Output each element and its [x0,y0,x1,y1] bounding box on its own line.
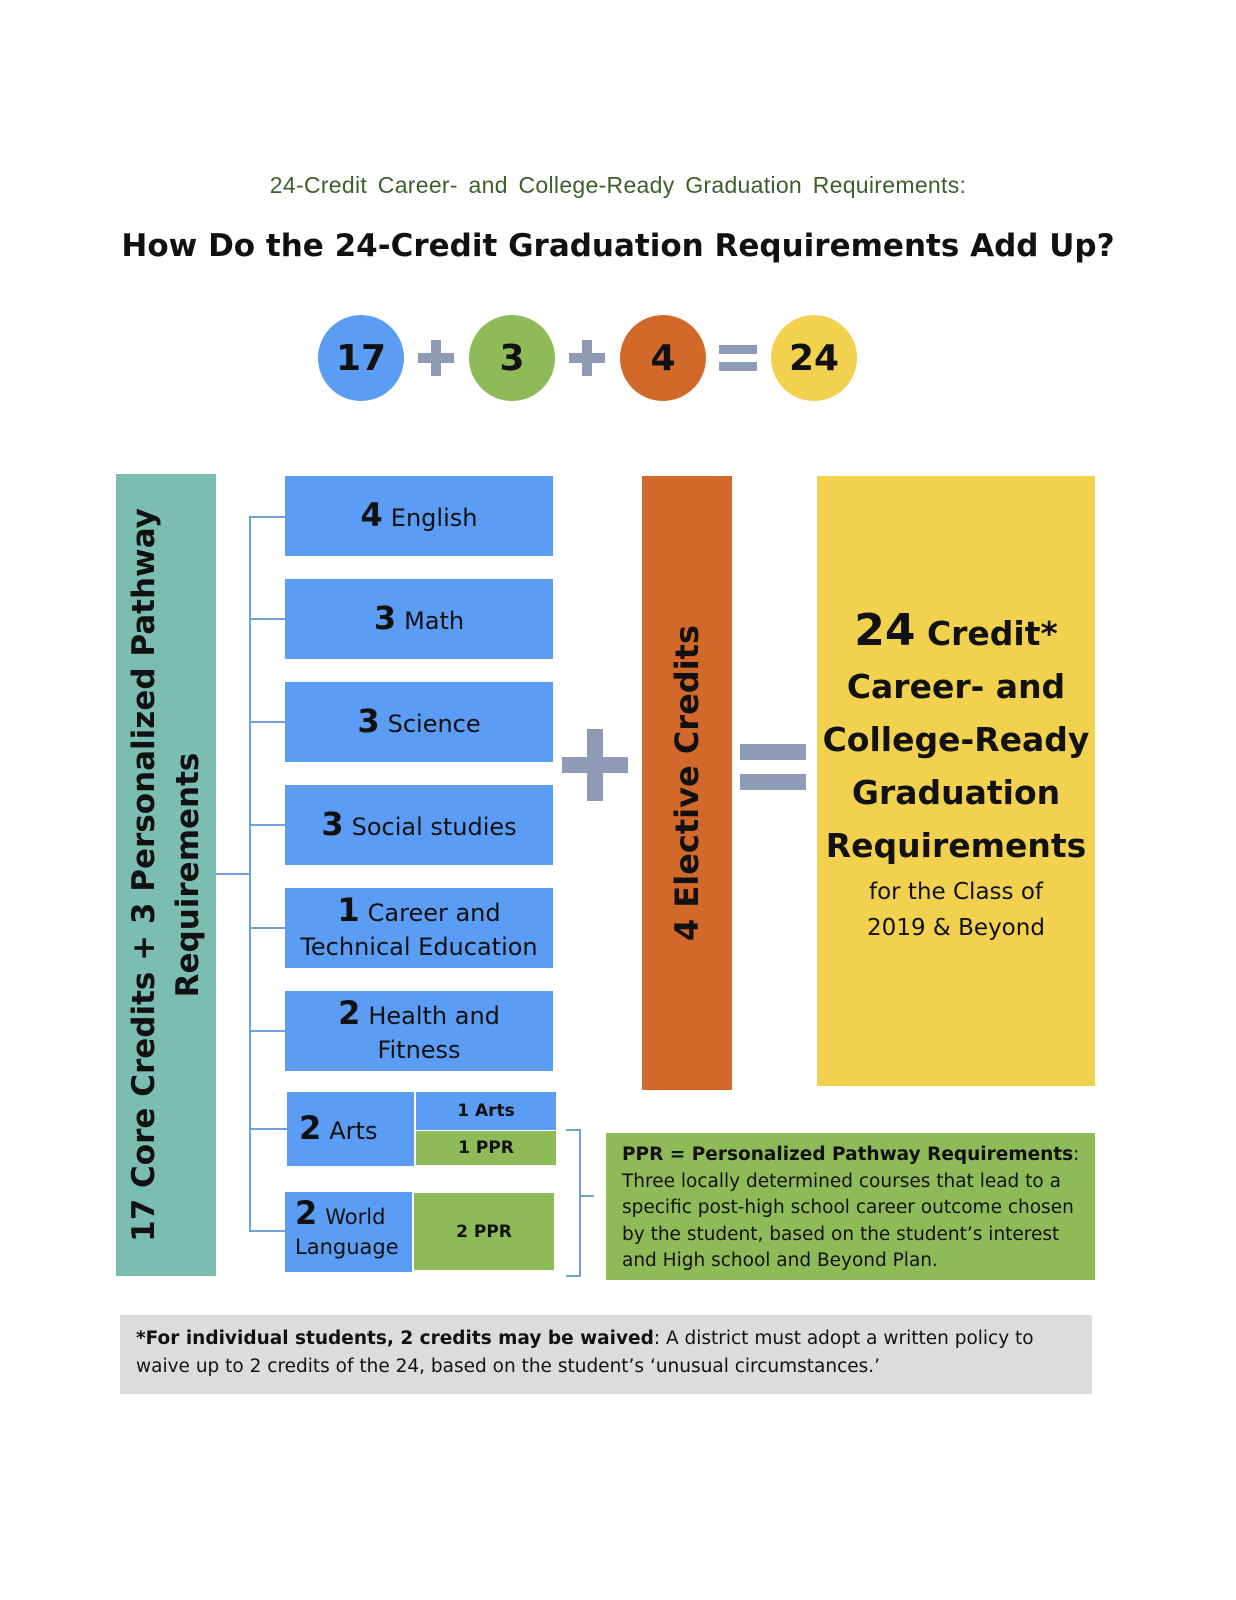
core-credits-label: 17 Core Credits + 3 Personalized Pathway Requirements [126,508,206,1242]
equals-icon [740,744,806,760]
equals-icon [740,774,806,790]
equation-term-total: 24 [771,315,857,401]
credit-count: 2 [299,1108,322,1147]
subject-name: Social studies [351,812,517,841]
bracket-tick [249,618,285,620]
subject-name: Math [404,606,465,635]
waiver-term: *For individual students, 2 credits may be waived [136,1328,654,1349]
core-credits-column [116,474,216,1276]
waiver-text: : A district must adopt a written policy to waive up to 2 credits of the 24, based on the student’s ‘unusual circumstances.’ [136,1328,1034,1377]
plus-icon [587,729,603,801]
ppr-definition: : Three locally determined courses that lead to a specific post-high school career outcome chosen by the student, based on the student’s interest and High school and Beyond Plan. [622,1144,1080,1271]
equation-term-ppr: 3 [469,315,555,401]
ppr-term: PPR = Personalized Pathway Requirements [622,1144,1074,1165]
bracket-connector [216,873,250,875]
equals-icon [717,315,761,401]
subject-world-language [285,1192,412,1272]
subject-name: English [390,503,478,532]
subject-health-fitness [285,991,553,1071]
ppr-bracket-bottom [566,1275,580,1277]
subject-math [285,579,553,659]
subject-name: World Language [295,1205,399,1259]
world-language-split-ppr: 2 PPR [414,1193,554,1270]
credit-count: 2 [338,993,361,1032]
equation-term-elective: 4 [620,315,706,401]
arts-split-ppr: 1 PPR [416,1131,556,1165]
subject-english [285,476,553,556]
total-requirements-box [817,476,1095,1086]
equation-term-core: 17 [318,315,404,401]
subject-name: Career and Technical Education [300,898,538,961]
arts-split-arts: 1 Arts [416,1092,556,1130]
credit-count: 3 [321,804,344,843]
total-requirements-heading: 24 Credit* Career- and College-Ready Graduation Requirements [822,605,1090,865]
credit-count: 3 [357,701,380,740]
bracket-tick [249,824,285,826]
ppr-bracket-spine [579,1129,581,1277]
credit-count: 1 [337,890,360,929]
subject-name: Arts [329,1116,378,1145]
bracket-tick [249,1230,287,1232]
ppr-bracket-connector [580,1195,594,1197]
subject-name: Health and Fitness [368,1001,500,1064]
bracket-tick [249,1128,287,1130]
subtitle: 24-Credit Career- and College-Ready Graduation Requirements: [269,172,967,198]
waiver-note [120,1315,1092,1394]
page-title: How Do the 24-Credit Graduation Requirements Add Up? [121,228,1115,264]
bracket-tick [249,1030,285,1032]
plus-icon [414,315,458,401]
subject-science [285,682,553,762]
elective-credits-column [642,476,732,1090]
ppr-bracket-top [566,1129,580,1131]
bracket-spine [249,516,251,1232]
total-credit-count: 24 [854,605,916,656]
subject-arts [287,1092,414,1166]
credit-count: 3 [373,598,397,637]
total-requirements-subtitle: for the Class of 2019 & Beyond [867,879,1045,941]
elective-credits-label: 4 Elective Credits [668,624,706,942]
subject-name: Science [387,709,481,738]
subject-social-studies [285,785,553,865]
bracket-tick [249,927,285,929]
ppr-definition-note [606,1133,1095,1280]
bracket-tick [249,721,285,723]
credit-count: 2 [295,1194,318,1232]
plus-icon [565,315,609,401]
subject-cte [285,888,553,968]
credit-count: 4 [360,495,383,534]
bracket-tick [249,516,285,518]
